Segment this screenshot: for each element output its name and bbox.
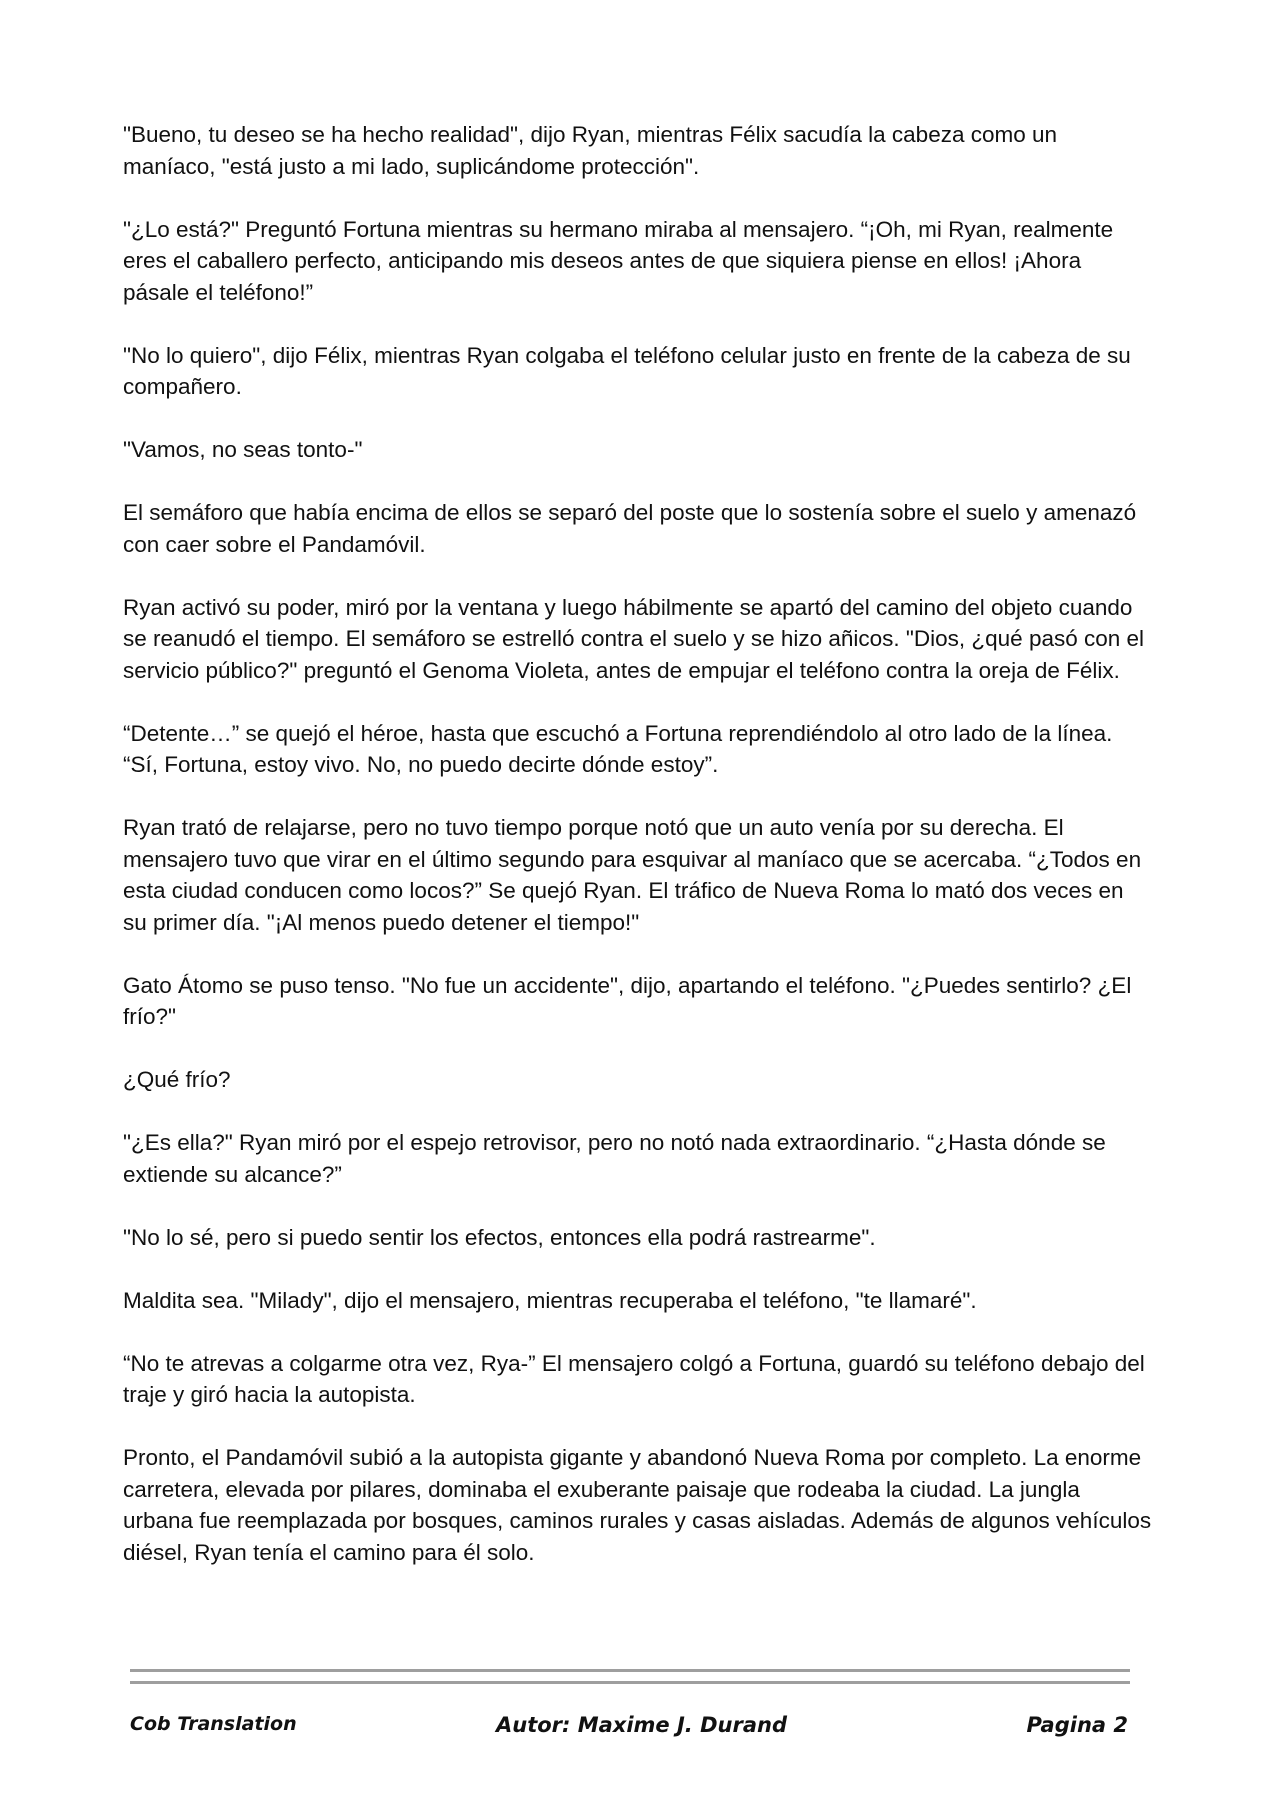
paragraph: ¿Qué frío? [123,1067,231,1092]
paragraph: Maldita sea. "Milady", dijo el mensajero, mientras recuperaba el teléfono, "te llamaré". [123,1287,977,1313]
paragraph: Ryan trató de relajarse, pero no tuvo tiempo porque notó que un auto venía por su derecha. El mensajero tuvo que virar en el último segundo para esquivar al maníaco que se acercaba. “¿Todos en esta ciudad conducen como locos?” Se quejó Ryan. El tráfico de Nueva Roma lo mató dos veces en su primer día. "¡Al menos puedo detener el tiempo!" [123,815,1142,935]
paragraph: Pronto, el Pandamóvil subió a la autopista gigante y abandonó Nueva Roma por completo. La enorme carretera, elevada por pilares, dominaba el exuberante paisaje que rodeaba la ciudad. La jungla urbana fue reemplazada por bosques, caminos rurales y casas aisladas. Además de algunos vehículos diésel, Ryan tenía el camino para él solo. [123,1445,1152,1565]
paragraph: "No lo quiero", dijo Félix, mientras Ryan colgaba el teléfono celular justo en frente de la cabeza de su compañero. [123,342,1131,399]
paragraph: Ryan activó su poder, miró por la ventana y luego hábilmente se apartó del camino del objeto cuando se reanudó el tiempo. El semáforo se estrelló contra el suelo y se hizo añicos. "Dios, ¿qué pasó con el servicio público?" preguntó el Genoma Violeta, antes de empujar el teléfono contra la oreja de Félix. [123,594,1145,683]
footer-divider-bottom [130,1681,1130,1684]
paragraph: “Detente…” se quejó el héroe, hasta que escuchó a Fortuna reprendiéndolo al otro lado de la línea. “Sí, Fortuna, estoy vivo. No, no puedo decirte dónde estoy”. [123,720,1113,777]
footer-divider-top [130,1669,1130,1672]
paragraph: El semáforo que había encima de ellos se separó del poste que lo sostenía sobre el suelo y amenazó con caer sobre el Pandamóvil. [123,500,1137,557]
paragraph: "¿Lo está?" Preguntó Fortuna mientras su hermano miraba al mensajero. “¡Oh, mi Ryan, realmente eres el caballero perfecto, anticipando mis deseos antes de que siquiera piense en ellos! ¡Ahora pásale el teléfono!” [123,216,1114,305]
body-text [123,119,1153,1600]
paragraph: Gato Átomo se puso tenso. "No fue un accidente", dijo, apartando el teléfono. "¿Puedes sentirlo? ¿El frío?" [123,972,1132,1029]
paragraph: “No te atrevas a colgarme otra vez, Rya-” El mensajero colgó a Fortuna, guardó su teléfono debajo del traje y giró hacia la autopista. [123,1350,1145,1407]
paragraph: "¿Es ella?" Ryan miró por el espejo retrovisor, pero no notó nada extraordinario. “¿Hasta dónde se extiende su alcance?” [123,1130,1106,1187]
footer-page-number: Pagina 2 [1026,1713,1128,1737]
paragraph: "Vamos, no seas tonto-" [123,437,363,462]
footer-author: Autor: Maxime J. Durand [496,1713,787,1737]
paragraph: "No lo sé, pero si puedo sentir los efectos, entonces ella podrá rastrearme". [123,1224,876,1250]
footer-translator: Cob Translation [130,1713,297,1735]
paragraph: "Bueno, tu deseo se ha hecho realidad", dijo Ryan, mientras Félix sacudía la cabeza como un maníaco, "está justo a mi lado, suplicándome protección". [123,122,1058,179]
